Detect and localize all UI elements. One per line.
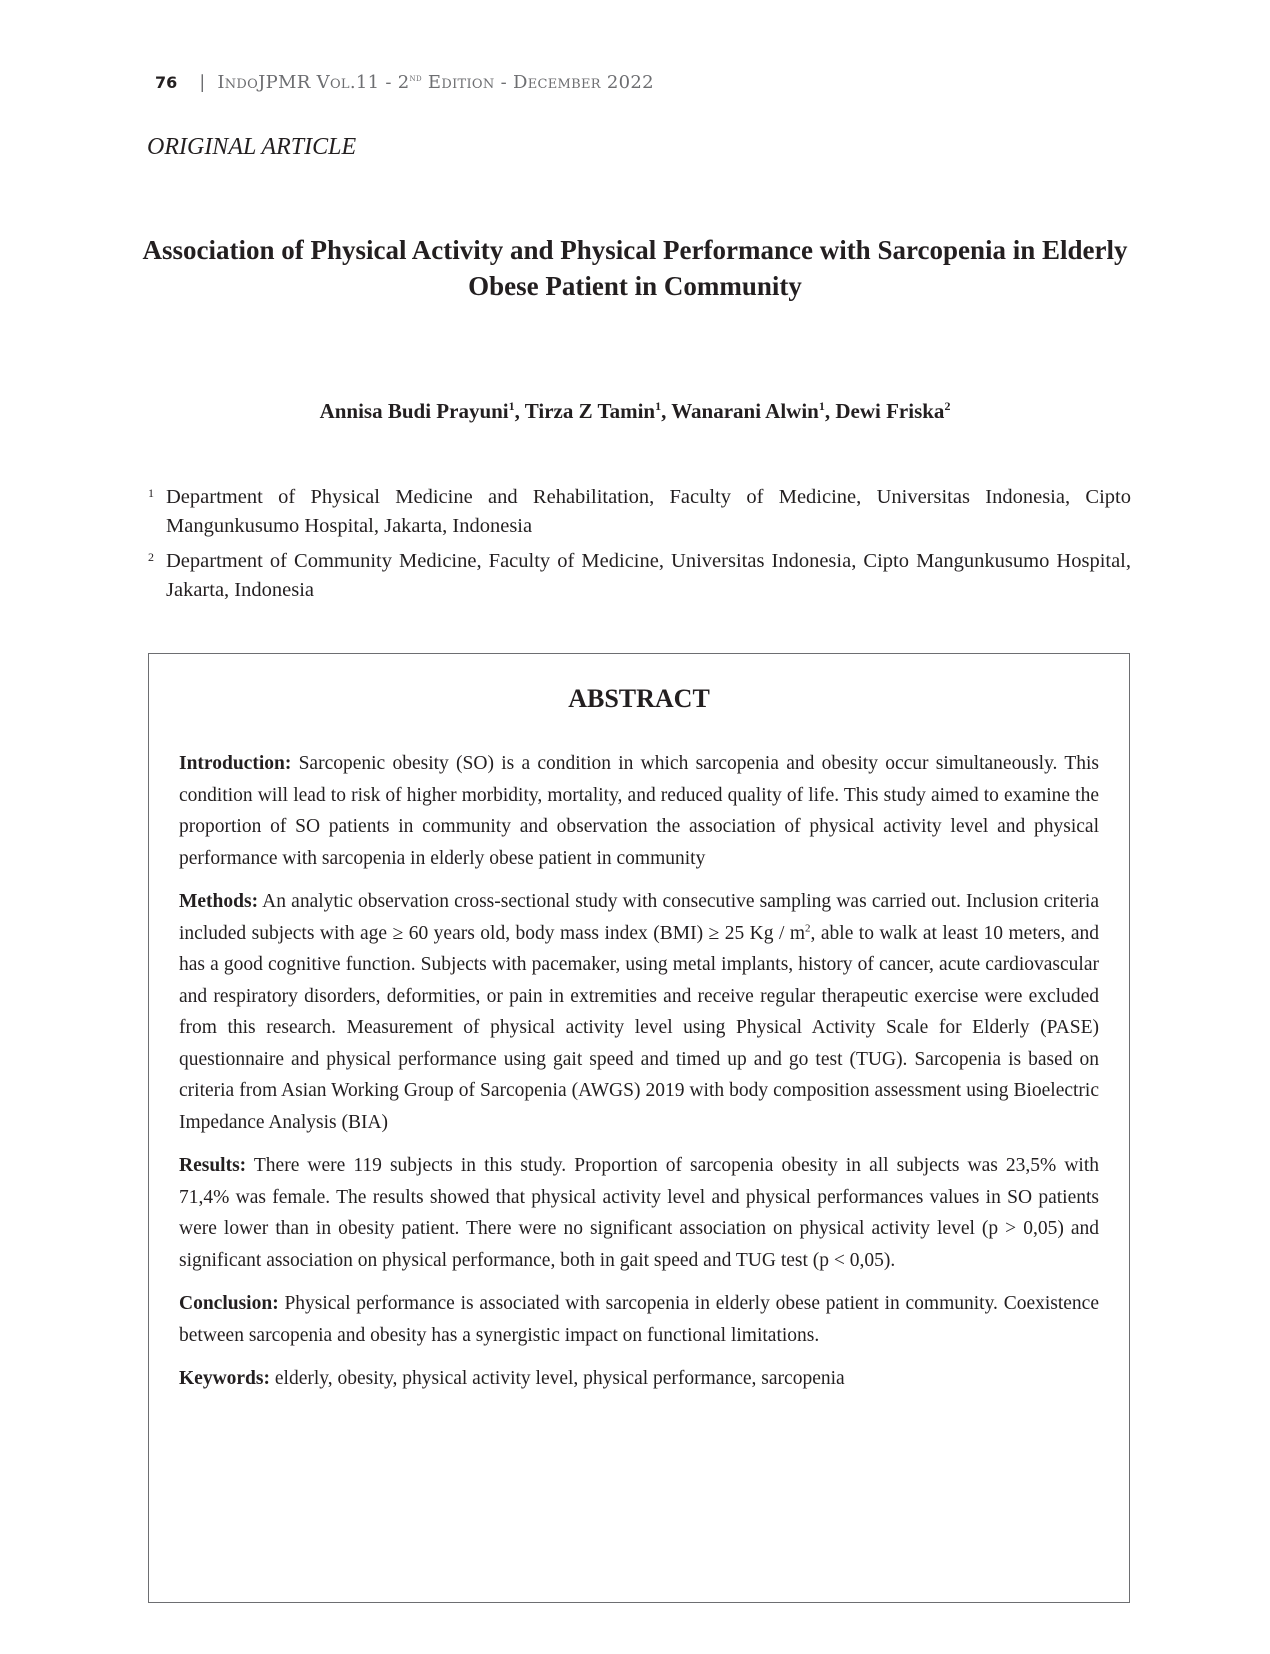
section-label: Keywords: bbox=[179, 1368, 270, 1389]
edition-date: Edition - December 2022 bbox=[421, 72, 654, 93]
section-text: There were 119 subjects in this study. Proportion of sarcopenia obesity in all subjects was 23,5% with 71,4% was female. The results showed that physical activity level and physical performances values in SO patients were lower than in obesity patient. There were no significant association on physical activity level (p > 0,05) and significant association on physical performance, both in gait speed and TUG test (p < 0,05). bbox=[179, 1155, 1099, 1271]
author: Dewi Friska$^2$ bbox=[835, 399, 951, 423]
abstract-methods bbox=[179, 886, 1099, 1138]
abstract-keywords bbox=[179, 1363, 1099, 1395]
section-text: Sarcopenic obesity (SO) is a condition in which sarcopenia and obesity occur simultaneously. This condition will lead to risk of higher morbidity, mortality, and reduced quality of life. This study aimed to examine the proportion of SO patients in community and observation the association of physical activity level and physical performance with sarcopenia in elderly obese patient in community bbox=[179, 753, 1099, 869]
section-label: Results: bbox=[179, 1155, 247, 1176]
affiliation-number: 1 bbox=[148, 486, 154, 500]
article-title: Association of Physical Activity and Physical Performance with Sarcopenia in Elderly Obese Patient in Community bbox=[142, 235, 1128, 301]
abstract-conclusion bbox=[179, 1288, 1099, 1351]
abstract-introduction bbox=[179, 748, 1099, 874]
header-separator: | bbox=[199, 72, 206, 93]
affiliation-2 bbox=[148, 547, 1131, 605]
section-label: Conclusion: bbox=[179, 1293, 279, 1314]
article-type: ORIGINAL ARTICLE bbox=[147, 134, 357, 160]
affiliation-text: Department of Community Medicine, Faculty of Medicine, Universitas Indonesia, Cipto Mangunkusumo Hospital, Jakarta, Indonesia bbox=[166, 550, 1131, 601]
affiliation-text: Department of Physical Medicine and Rehabilitation, Faculty of Medicine, Universitas Indonesia, Cipto Mangunkusumo Hospital, Jakarta, Indonesia bbox=[166, 486, 1131, 537]
author: Wanarani Alwin$^1$, bbox=[671, 399, 836, 423]
abstract-heading: ABSTRACT bbox=[568, 684, 710, 713]
running-header bbox=[155, 72, 654, 93]
journal-info bbox=[217, 72, 654, 93]
superscript: 2 bbox=[805, 922, 811, 934]
abstract-results bbox=[179, 1150, 1099, 1276]
abstract-box bbox=[148, 653, 1130, 1603]
abstract-body bbox=[179, 748, 1099, 1407]
affiliation-number: 2 bbox=[148, 550, 154, 564]
section-text: An analytic observation cross-sectional study with consecutive sampling was carried out. Inclusion criteria included subjects with age ≥ 60 years old, body mass index (BMI) ≥ 25 Kg / m bbox=[179, 891, 1099, 944]
journal-name: IndoJPMR Vol.11 - 2 bbox=[217, 72, 410, 93]
section-label: Introduction: bbox=[179, 753, 292, 774]
section-label: Methods: bbox=[179, 891, 259, 912]
author: Annisa Budi Prayuni$^1$, bbox=[319, 399, 525, 423]
section-text: Physical performance is associated with sarcopenia in elderly obese patient in community. Coexistence between sarcopenia and obesity has a synergistic impact on functional limitations. bbox=[179, 1293, 1099, 1346]
author-list bbox=[140, 399, 1130, 424]
page-number: 76 bbox=[155, 73, 178, 92]
author: Tirza Z Tamin$^1$, bbox=[524, 399, 672, 423]
affiliation-1 bbox=[148, 483, 1131, 541]
section-text: , able to walk at least 10 meters, and has a good cognitive function. Subjects with pacemaker, using metal implants, history of cancer, acute cardiovascular and respiratory disorders, deformities, or pain in extremities and receive regular therapeutic exercise were excluded from this research. Measurement of physical activity level using Physical Activity Scale for Elderly (PASE) questionnaire and physical performance using gait speed and timed up and go test (TUG). Sarcopenia is based on criteria from Asian Working Group of Sarcopenia (AWGS) 2019 with body composition assessment using Bioelectric Impedance Analysis (BIA) bbox=[179, 922, 1099, 1133]
section-text: elderly, obesity, physical activity level, physical performance, sarcopenia bbox=[270, 1368, 845, 1389]
edition-ordinal: nd bbox=[409, 73, 422, 84]
